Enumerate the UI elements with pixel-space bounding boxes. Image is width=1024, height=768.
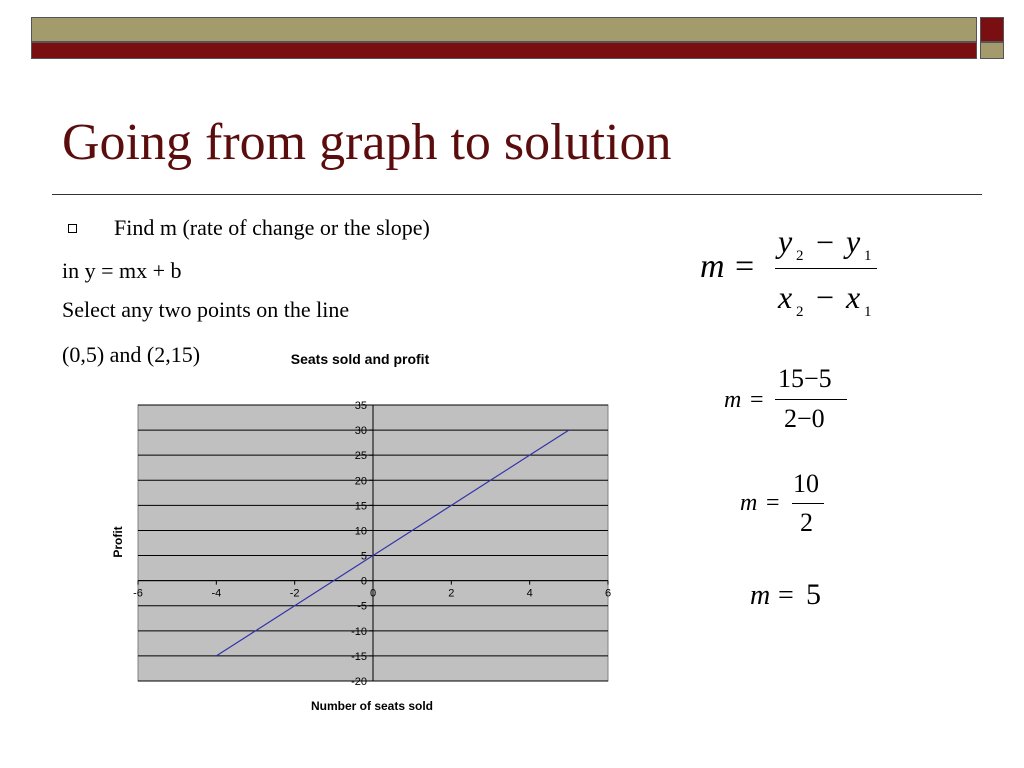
y-tick-label: 15	[354, 500, 367, 513]
corner-square-olive	[980, 42, 1004, 59]
formula-y1-sub: 1	[864, 248, 872, 264]
formula-y2: y	[778, 223, 793, 259]
step3-equals: =	[778, 580, 794, 611]
x-tick-label: -2	[289, 587, 300, 600]
step3-value: 5	[806, 578, 821, 611]
y-tick-label: 30	[354, 425, 367, 438]
title-divider	[52, 194, 982, 195]
header-band-maroon	[31, 42, 977, 59]
equation-text: in y = mx + b	[62, 258, 182, 283]
y-tick-label: 10	[354, 525, 367, 538]
step1-m: m	[724, 387, 742, 413]
x-tick-label: 4	[526, 587, 533, 600]
formula-minus-top: −	[816, 224, 835, 260]
y-axis-label: Profit	[111, 526, 125, 558]
y-tick-label: -5	[357, 600, 367, 613]
step2-numerator: 10	[793, 469, 819, 498]
x-tick-label: -4	[211, 587, 222, 600]
instruction-text: Select any two points on the line	[62, 297, 350, 322]
slide-title: Going from graph to solution	[62, 114, 672, 171]
y-tick-label: -10	[351, 625, 367, 638]
step2-denominator: 2	[800, 508, 813, 537]
y-tick-label: -15	[351, 650, 367, 663]
formula-m: m	[700, 248, 725, 285]
x-tick-label: 6	[604, 587, 612, 600]
bullet-text: Find m (rate of change or the slope)	[114, 215, 430, 240]
chart-title: Seats sold and profit	[290, 351, 430, 367]
step3-m: m	[750, 580, 771, 611]
y-tick-label: 25	[354, 450, 367, 463]
x-tick-label: 2	[448, 587, 455, 600]
y-tick-label: 0	[360, 575, 367, 588]
step1-denominator: 2−0	[784, 404, 825, 433]
formula-fraction-bar	[775, 268, 877, 269]
x-tick-label: -6	[133, 587, 143, 600]
formula-equals: =	[735, 248, 755, 285]
step2-fraction-bar	[792, 503, 824, 504]
x-axis-label: Number of seats sold	[310, 699, 434, 713]
formula-x2: x	[778, 279, 793, 315]
y-tick-label: 5	[360, 550, 367, 563]
step1-fraction-bar	[775, 399, 847, 400]
formula-x1-sub: 1	[864, 304, 872, 320]
step2-m: m	[740, 490, 758, 516]
corner-square-maroon	[980, 17, 1004, 42]
formula-minus-bottom: −	[816, 279, 835, 315]
formula-y1: y	[846, 223, 861, 259]
square-bullet-icon	[68, 224, 77, 233]
formula-y2-sub: 2	[796, 248, 804, 264]
seats-profit-chart	[100, 340, 630, 720]
formula-x2-sub: 2	[796, 304, 804, 320]
step2-equals: =	[766, 490, 780, 516]
y-tick-label: 35	[354, 400, 367, 412]
y-tick-label: 20	[354, 475, 367, 488]
header-band-olive	[31, 17, 977, 42]
y-tick-label: -20	[351, 676, 367, 688]
x-tick-label: 0	[369, 587, 377, 600]
formula-x1: x	[846, 279, 861, 315]
step1-equals: =	[750, 387, 764, 413]
points-text: (0,5) and (2,15)	[62, 342, 201, 367]
step1-numerator: 15−5	[778, 364, 832, 393]
